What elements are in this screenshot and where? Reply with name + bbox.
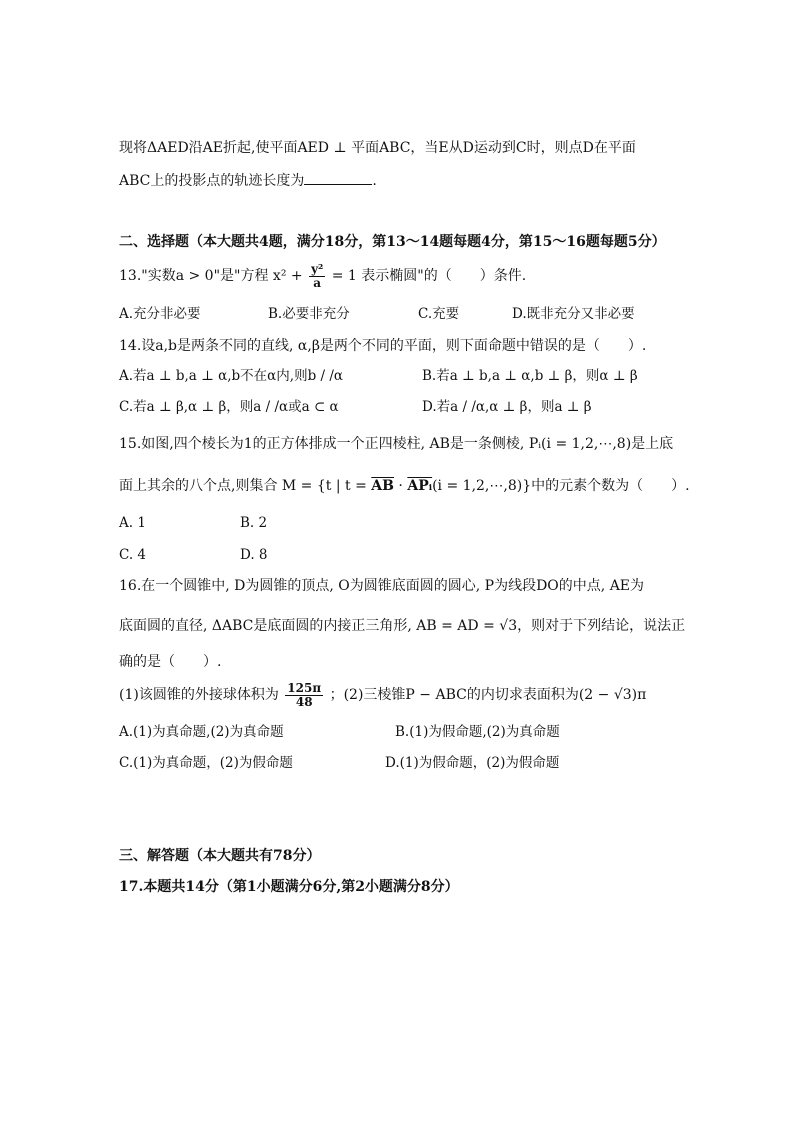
- q15-option-a: A. 1: [119, 515, 146, 531]
- q13-frac-num: y²: [311, 261, 324, 276]
- q17-heading: 17.本题共14分（第1小题满分6分,第2小题满分8分）: [119, 879, 459, 895]
- q14-option-b: B.若a ⊥ b,a ⊥ α,b ⊥ β，则α ⊥ β: [422, 368, 638, 384]
- q14-option-a: A.若a ⊥ b,a ⊥ α,b不在α内,则b / /α: [119, 368, 344, 384]
- q13-fraction: [309, 263, 325, 290]
- vector-ap: $\overline{APᵢ}$: [407, 478, 433, 494]
- q16-frac-den: 48: [295, 694, 313, 709]
- q13-stem: [119, 262, 526, 290]
- intro-line-2-text: ABC上的投影点的轨迹长度为: [119, 173, 305, 189]
- q16-line-1: 16.在一个圆锥中, D为圆锥的顶点, O为圆锥底面圆的圆心, P为线段DO的中点, AE为: [119, 578, 645, 594]
- answer-blank: [304, 170, 372, 185]
- q13-frac-den: a: [313, 275, 322, 290]
- q16-option-c: C.(1)为真命题，(2)为假命题: [119, 755, 293, 771]
- q16-cond-b: ；(2)三棱锥P − ABC的内切求表面积为(2 − √3)π: [329, 687, 647, 703]
- section-3-heading: 三、解答题（本大题共有78分）: [119, 848, 321, 864]
- q16-frac-num: 125π: [287, 680, 322, 695]
- vector-ab: $\overline{AB}$: [371, 478, 394, 494]
- q13-option-a: A.充分非必要: [119, 306, 201, 322]
- q16-cond-a: (1)该圆锥的外接球体积为: [119, 687, 279, 703]
- q14-option-d: D.若a / /α,α ⊥ β，则a ⊥ β: [422, 399, 592, 415]
- q15-line-1: 15.如图,四个棱长为1的正方体排成一个正四棱柱, AB是一条侧棱, Pᵢ(i = 1,2,⋯,8)是上底: [119, 436, 674, 452]
- q16-option-a: A.(1)为真命题,(2)为真命题: [119, 724, 284, 740]
- intro-line-2-end: .: [372, 173, 377, 189]
- q13-option-c: C.充要: [418, 306, 460, 322]
- q14-stem: 14.设a,b是两条不同的直线, α,β是两个不同的平面，则下面命题中错误的是（ ）.: [119, 338, 647, 354]
- q15-option-b: B. 2: [240, 515, 268, 531]
- dot-operator: ·: [393, 478, 408, 494]
- q16-conditions: [119, 680, 646, 710]
- q15-line-2a: 面上其余的八个点,则集合 M = {t | t =: [119, 478, 372, 494]
- q14-option-c: C.若a ⊥ β,α ⊥ β，则a / /α或a ⊂ α: [119, 399, 339, 415]
- q15-option-d: D. 8: [240, 547, 268, 563]
- q15-line-2: [119, 476, 690, 496]
- q15-option-c: C. 4: [119, 547, 147, 563]
- q16-option-b: B.(1)为假命题,(2)为真命题: [395, 724, 560, 740]
- intro-line-1: 现将ΔAED沿AE折起,使平面AED ⊥ 平面ABC，当E从D运动到C时，则点D在平面: [119, 140, 636, 156]
- q15-line-2b: (i = 1,2,⋯,8)}中的元素个数为（ ）.: [432, 478, 690, 494]
- q16-line-3: 确的是（ ）.: [119, 654, 222, 670]
- section-2-heading: 二、选择题（本大题共4题，满分18分，第13～14题每题4分，第15～16题每题5分）: [119, 234, 666, 250]
- q13-stem-b: = 1 表示椭圆"的（ ）条件.: [331, 268, 527, 284]
- q16-fraction: [285, 682, 323, 709]
- q13-option-b: B.必要非充分: [268, 306, 350, 322]
- intro-line-2: [119, 170, 377, 191]
- q13-option-d: D.既非充分又非必要: [512, 306, 635, 322]
- q16-option-d: D.(1)为假命题，(2)为假命题: [385, 755, 560, 771]
- q16-line-2: 底面圆的直径, ΔABC是底面圆的内接正三角形, AB = AD = √3，则对于下列结论，说法正: [119, 618, 686, 634]
- q13-stem-a: 13."实数a > 0"是"方程 x² +: [119, 268, 303, 284]
